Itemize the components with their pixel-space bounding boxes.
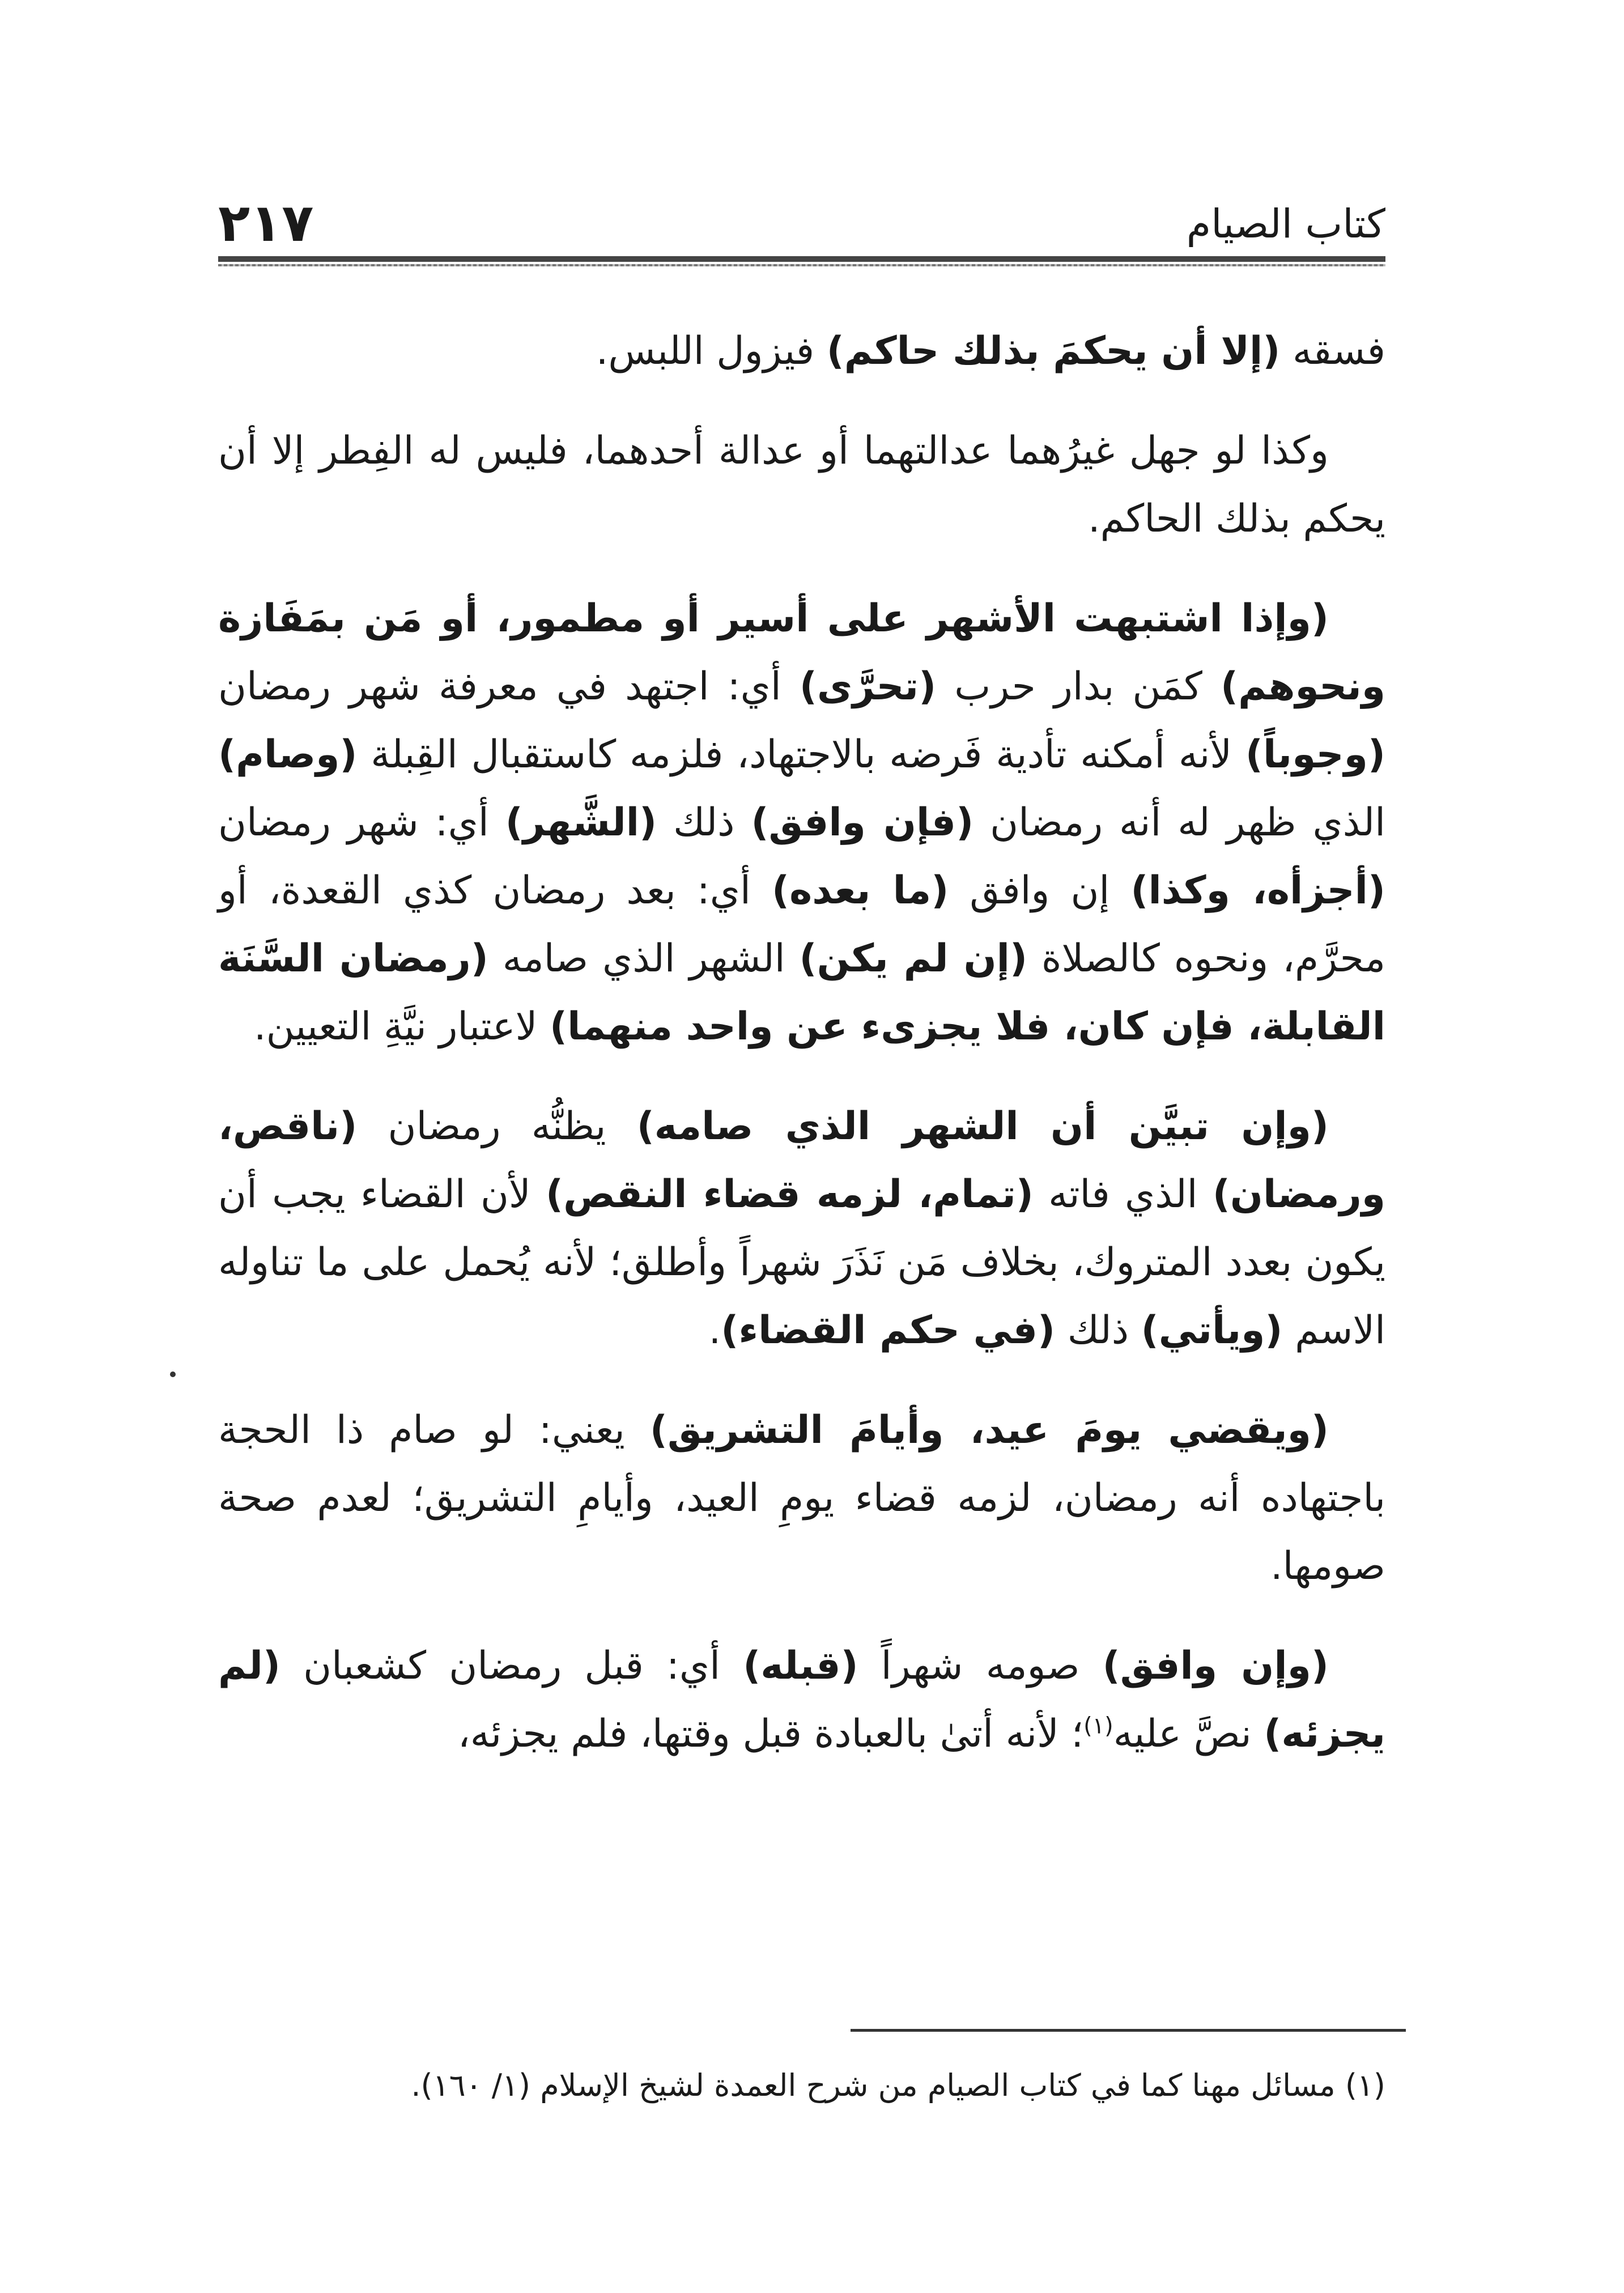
matn-text: (أجزأه، وكذا) [1130,868,1386,913]
matn-text: (إن لم يكن) [799,936,1028,981]
commentary-text: أي: قبل رمضان كشعبان [280,1644,743,1688]
commentary-text: يعني: لو صام ذا الحجة باجتهاده أنه رمضان، لزمه قضاء يومِ العيد، وأيامِ التشريق؛ لعدم صحة صومها. [218,1408,1385,1589]
footnote: (١) مسائل مهنا كما في كتاب الصيام من شرح العمدة لشيخ الإسلام (١/ ١٦٠). [411,2067,1385,2103]
commentary-text: أي: اجتهد في معرفة شهر رمضان [218,664,800,709]
paragraph [218,1632,1385,1768]
commentary-text: الشهر الذي صامه [488,936,800,981]
commentary-text: كمَن بدار حرب [936,664,1221,709]
commentary-text: يظنُّه رمضان [357,1104,637,1149]
matn-text: (ويقضي يومَ عيد، وأيامَ التشريق) [649,1408,1329,1453]
commentary-text: ؛ لأنه أتىٰ بالعبادة قبل وقتها، فلم يجزئه، [457,1712,1084,1756]
header-rule [218,256,1385,262]
matn-text: (رمضان السَّنَة القابلة، فإن كان، فلا يجزىء عن واحد منهما) [218,936,1385,1049]
commentary-text: لأنه أمكنه تأدية فَرضه بالاجتهاد، فلزمه كاستقبال القِبلة [357,732,1245,777]
matn-text: (تحرَّى) [799,664,937,709]
commentary-text: فسقه [1280,329,1385,373]
matn-text: (قبله) [743,1644,858,1688]
paragraph [218,585,1385,1061]
matn-text: (ويأتي) [1141,1308,1283,1353]
paragraph [218,317,1385,385]
commentary-text: وكذا لو جهل غيرُهما عدالتهما أو عدالة أحدهما، فليس له الفِطر إلا أن يحكم بذلك الحاكم. [218,428,1385,541]
commentary-text: ذلك [657,800,751,845]
page-header [218,187,1385,255]
matn-text: (فإن وافق) [751,800,974,845]
commentary-text: فيزول اللبس. [596,329,827,373]
commentary-text: إن وافق [949,868,1131,913]
commentary-text: أي: شهر رمضان [218,800,505,845]
commentary-text: . [708,1308,721,1353]
matn-text: (وصام) [218,732,358,777]
matn-text: (ناقص، ورمضان) [218,1104,1386,1217]
matn-text: (وإن وافق) [1102,1644,1329,1688]
page-number: ٢١٧ [218,193,314,253]
paragraph [218,1093,1385,1365]
header-rule-dotted [218,264,1385,266]
commentary-text: ذلك [1055,1308,1141,1353]
matn-text: (وإن تبيَّن أن الشهر الذي صامه) [636,1104,1329,1149]
commentary-text: الذي فاته [1033,1172,1213,1217]
commentary-text: صومه شهراً [858,1644,1103,1688]
matn-text: (ما بعده) [772,868,949,913]
matn-text: (الشَّهر) [505,800,657,845]
commentary-text: لاعتبار نيَّةِ التعيين. [253,1004,550,1049]
commentary-text: نصَّ عليه [1113,1712,1264,1756]
commentary-text: لأن القضاء يجب أن يكون بعدد المتروك، بخلاف مَن نَذَرَ شهراً وأطلق؛ لأنه يُحمل على ما تناوله الاسم [218,1172,1385,1353]
commentary-text: الذي ظهر له أنه رمضان [973,800,1385,845]
commentary-text: أي: بعد رمضان كذي القعدة، أو محرَّم، ونحوه كالصلاة [218,868,1385,981]
matn-text: (وجوباً) [1245,732,1385,777]
running-title: كتاب الصيام [1186,201,1385,247]
main-text [218,317,1385,1800]
matn-text: (لم يجزئه) [218,1644,1385,1756]
paragraph [218,417,1385,553]
footnote-rule [851,2029,1406,2032]
matn-text: (وإذا اشتبهت الأشهر على أسير أو مطمور، أو مَن بمَفَازة ونحوهم) [218,596,1385,709]
matn-text: (إلا أن يحكمَ بذلك حاكم) [826,329,1281,373]
matn-text: (في حكم القضاء) [721,1308,1056,1353]
footnote-reference: (١) [1083,1713,1113,1739]
matn-text: (تمام، لزمه قضاء النقص) [545,1172,1034,1217]
margin-dot [170,1371,176,1377]
paragraph [218,1396,1385,1600]
